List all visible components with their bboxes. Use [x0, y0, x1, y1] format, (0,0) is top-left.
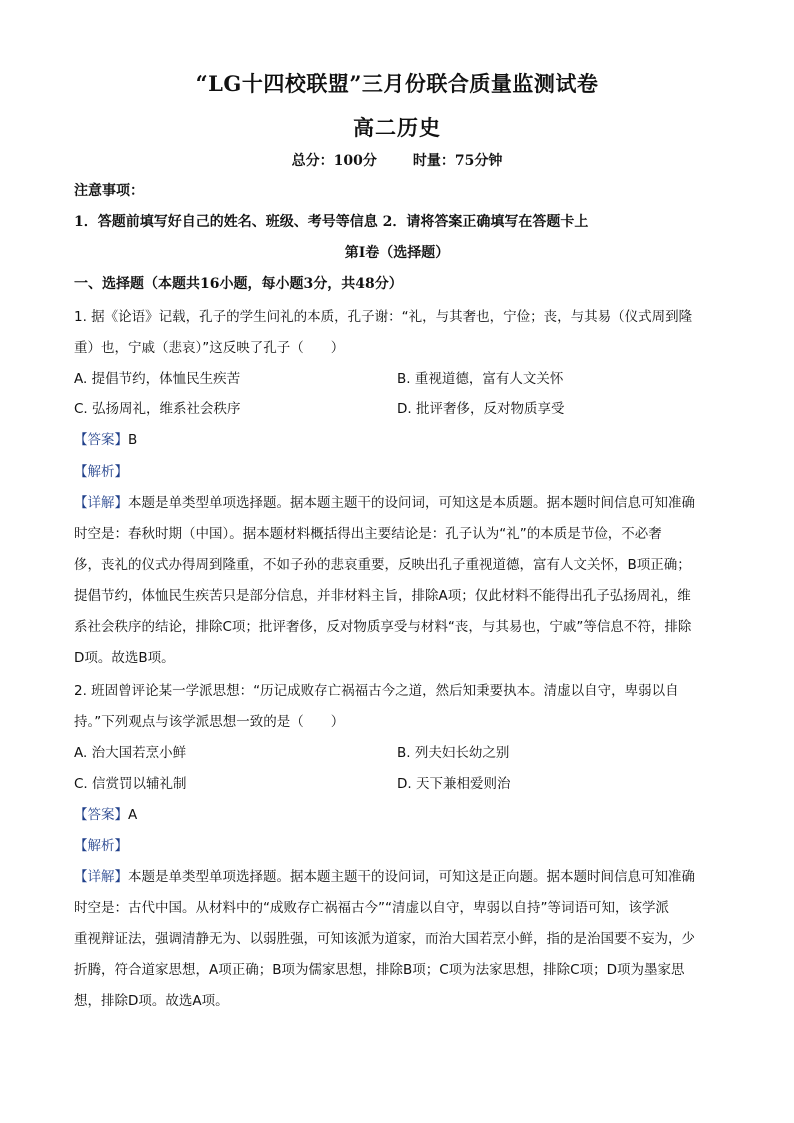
detail-tag: 【详解】	[74, 495, 128, 511]
volume-title: 第Ⅰ卷（选择题）	[344, 245, 450, 261]
q1-stem-line-1: 1. 据《论语》记载，孔子的学生问礼的本质，孔子谢：“礼，与其奢也，宁俭；丧，与其易（仪式周到隆	[74, 309, 693, 325]
notice-heading: 注意事项：	[74, 183, 144, 199]
q1-option-a: A. 提倡节约，体恤民生疾苦	[74, 371, 241, 387]
q2-detail-line-1: 【详解】本题是单类型单项选择题。据本题主题干的设问词，可知这是正向题。据本题时间信息可知准确	[74, 869, 695, 885]
notice-items: 1．答题前填写好自己的姓名、班级、考号等信息 2．请将答案正确填写在答题卡上	[74, 214, 589, 230]
duration: 时量：75分钟	[412, 153, 503, 169]
exam-meta	[0, 150, 794, 170]
q2-stem-line-2: 持。”下列观点与该学派思想一致的是（ ）	[74, 714, 345, 730]
q2-option-b: B. 列夫妇长幼之别	[397, 745, 510, 761]
q1-detail-line-5: 系社会秩序的结论，排除C项；批评奢侈，反对物质享受与材料“丧，与其易也，宁戚”等信息不符，排除	[74, 619, 692, 635]
q1-option-d: D. 批评奢侈，反对物质享受	[397, 401, 565, 417]
q1-detail-line-2: 时空是：春秋时期（中国）。据本题材料概括得出主要结论是：孔子认为“礼”的本质是节俭，不必奢	[74, 526, 662, 542]
answer-tag: 【答案】	[74, 807, 128, 823]
q1-detail-line-6: D项。故选B项。	[74, 650, 175, 666]
total-score: 总分：100分	[291, 153, 377, 169]
answer-value: A	[128, 807, 138, 823]
q1-detail-line-4: 提倡节约，体恤民生疾苦只是部分信息，并非材料主旨，排除A项；仅此材料不能得出孔子弘扬周礼，维	[74, 588, 691, 604]
q1-option-b: B. 重视道德，富有人文关怀	[397, 371, 564, 387]
q2-detail-line-2: 时空是：古代中国。从材料中的“成败存亡祸福古今”“清虚以自守，卑弱以自持”等词语可知，该学派	[74, 900, 669, 916]
part-title: 一、选择题（本题共16小题，每小题3分，共48分）	[74, 276, 403, 292]
q1-stem-line-2: 重）也，宁戚（悲哀）”这反映了孔子（ ）	[74, 340, 345, 356]
q2-option-c: C. 信赏罚以辅礼制	[74, 776, 187, 792]
q2-detail-line-3: 重视辩证法，强调清静无为、以弱胜强，可知该派为道家，而治大国若烹小鲜，指的是治国要不妄为，少	[74, 931, 695, 947]
q1-answer	[74, 430, 137, 450]
answer-tag: 【答案】	[74, 432, 128, 448]
q1-detail-line-3: 侈，丧礼的仪式办得周到隆重，不如子孙的悲哀重要，反映出孔子重视道德，富有人文关怀，B项正确；	[74, 557, 691, 573]
q2-option-d: D. 天下兼相爱则治	[397, 776, 511, 792]
q1-detail-line-1: 【详解】本题是单类型单项选择题。据本题主题干的设问词，可知这是本质题。据本题时间信息可知准确	[74, 495, 695, 511]
answer-value: B	[128, 432, 138, 448]
detail-tag: 【详解】	[74, 869, 128, 885]
q2-answer	[74, 805, 137, 825]
exam-title: “LG十四校联盟”三月份联合质量监测试卷	[195, 71, 599, 96]
q2-detail-line-5: 想，排除D项。故选A项。	[74, 993, 229, 1009]
q2-option-a: A. 治大国若烹小鲜	[74, 745, 187, 761]
q2-stem-line-1: 2. 班固曾评论某一学派思想：“历记成败存亡祸福古今之道，然后知秉要执本。清虚以自守，卑弱以自	[74, 683, 679, 699]
q1-analysis-tag: 【解析】	[74, 464, 128, 480]
q1-option-c: C. 弘扬周礼，维系社会秩序	[74, 401, 241, 417]
subject-title: 高二历史	[353, 115, 441, 140]
q2-detail-line-4: 折腾，符合道家思想，A项正确；B项为儒家思想，排除B项；C项为法家思想，排除C项；D项为墨家思	[74, 962, 685, 978]
q2-analysis-tag: 【解析】	[74, 838, 128, 854]
